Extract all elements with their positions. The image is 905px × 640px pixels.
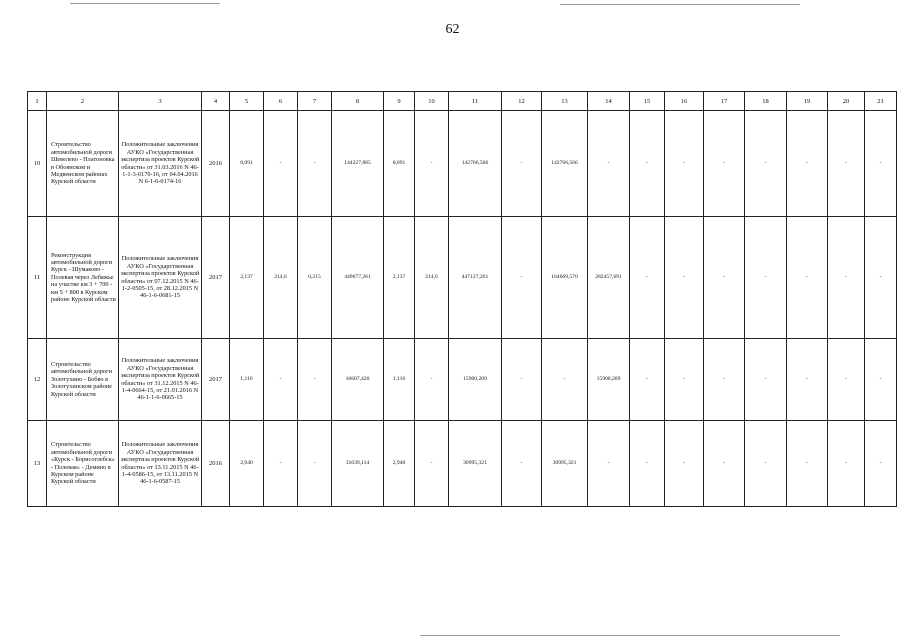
table-cell: -	[298, 421, 332, 507]
table-cell: -	[745, 111, 787, 217]
table-cell: 1,116	[384, 339, 415, 421]
table-cell: 1,116	[230, 339, 264, 421]
table-cell: -	[865, 217, 897, 339]
table-cell: -	[704, 421, 745, 507]
table-cell: -	[630, 111, 665, 217]
data-table	[27, 91, 897, 507]
table-cell: -	[588, 421, 630, 507]
column-header: 3	[119, 92, 202, 111]
year-cell: 2017	[202, 339, 230, 421]
year-cell: 2016	[202, 421, 230, 507]
table-cell: 15900,209	[449, 339, 502, 421]
table-cell: -	[665, 111, 704, 217]
table-cell: -	[630, 421, 665, 507]
table-cell: -	[865, 111, 897, 217]
column-header: 5	[230, 92, 264, 111]
table-cell: -	[828, 111, 865, 217]
table-cell: 2,137	[230, 217, 264, 339]
table-cell: -	[502, 217, 542, 339]
table-cell: -	[704, 111, 745, 217]
column-header: 13	[542, 92, 588, 111]
expertise-conclusion-cell: Положительные заключения АУКО «Государственная экспертиза проектов Курской области» от 31.12.2015 N 46-1-4-0664-15, от 21.01.2016 N 46-1-1-6-0665-15	[119, 339, 202, 421]
table-cell: -	[630, 217, 665, 339]
column-header: 19	[787, 92, 828, 111]
table-cell: 214,6	[415, 217, 449, 339]
table-cell: 31639,114	[332, 421, 384, 507]
table-cell: -	[745, 339, 787, 421]
table-cell: 0,215	[298, 217, 332, 339]
table-cell: -	[542, 339, 588, 421]
table-cell: -	[502, 339, 542, 421]
table-cell: -	[704, 339, 745, 421]
table-cell: -	[665, 339, 704, 421]
column-header: 21	[865, 92, 897, 111]
row-number-cell: 11	[28, 217, 47, 339]
page-number: 62	[445, 22, 460, 37]
table-cell: 142766,566	[542, 111, 588, 217]
table-cell: 16607,420	[332, 339, 384, 421]
table-cell: -	[704, 217, 745, 339]
expertise-conclusion-cell: Положительные заключения АУКО «Государственная экспертиза проектов Курской области» от 13.11.2015 N 46-1-4-0586-15, от 13.11.2015 N 46-1-6-0587-15	[119, 421, 202, 507]
column-header: 8	[332, 92, 384, 111]
row-number-cell: 10	[28, 111, 47, 217]
table-cell: -	[787, 217, 828, 339]
table-cell: 2,940	[384, 421, 415, 507]
table-cell: -	[502, 421, 542, 507]
table-row	[28, 111, 897, 217]
table-cell: -	[745, 217, 787, 339]
object-name-cell: Реконструкция автомобильной дороги Курск - Шумаково - Полевая через Лебяжье на участке км 3 + 700 - км 5 + 800 в Курском районе Курской области	[47, 217, 119, 339]
expertise-conclusion-cell: Положительные заключения АУКО «Государственная экспертиза проектов Курской области» от 31.03.2016 N 46-1-1-3-0170-16, от 04.04.2016 N 6-1-6-0174-16	[119, 111, 202, 217]
table-cell: 2,940	[230, 421, 264, 507]
column-header: 18	[745, 92, 787, 111]
column-header: 2	[47, 92, 119, 111]
column-header: 14	[588, 92, 630, 111]
table-cell: 15900,209	[588, 339, 630, 421]
column-header: 15	[630, 92, 665, 111]
table-cell: 164669,570	[542, 217, 588, 339]
table-row	[28, 421, 897, 507]
column-header: 4	[202, 92, 230, 111]
table-cell: -	[865, 421, 897, 507]
table-cell: -	[787, 339, 828, 421]
table-cell: -	[415, 111, 449, 217]
year-cell: 2016	[202, 111, 230, 217]
object-name-cell: Строительство автомобильной дороги Золотухино - Бобво в Золотухинском районе Курской области	[47, 339, 119, 421]
table-cell: -	[298, 339, 332, 421]
table-cell: 8,091	[384, 111, 415, 217]
table-cell: 449677,261	[332, 217, 384, 339]
table-row	[28, 217, 897, 339]
table-header-row	[28, 92, 897, 111]
table-cell: -	[502, 111, 542, 217]
table-cell: -	[828, 339, 865, 421]
table-cell: -	[415, 339, 449, 421]
column-header: 16	[665, 92, 704, 111]
table-cell: -	[745, 421, 787, 507]
table-cell: -	[298, 111, 332, 217]
table-cell: -	[264, 339, 298, 421]
row-number-cell: 13	[28, 421, 47, 507]
scan-line-top-right	[560, 4, 800, 5]
column-header: 9	[384, 92, 415, 111]
table-cell: 8,091	[230, 111, 264, 217]
table-cell: -	[828, 217, 865, 339]
table-cell: 282457,691	[588, 217, 630, 339]
table-cell: -	[588, 111, 630, 217]
table-cell: 30995,321	[542, 421, 588, 507]
table-cell: -	[415, 421, 449, 507]
table-cell: 142766,566	[449, 111, 502, 217]
scan-line-bottom	[420, 635, 840, 636]
table-cell: -	[828, 421, 865, 507]
table-cell: -	[787, 421, 828, 507]
column-header: 6	[264, 92, 298, 111]
expertise-conclusion-cell: Положительные заключения АУКО «Государственная экспертиза проектов Курской области» от 07.12.2015 N 46-1-2-0505-15, от 28.12.2015 N 46-1-6-0681-15	[119, 217, 202, 339]
table-cell: 144227,885	[332, 111, 384, 217]
object-name-cell: Строительство автомобильной дороги «Курск - Борисоглебск» - Полевая» - Демино в Курском районе Курской области	[47, 421, 119, 507]
row-number-cell: 12	[28, 339, 47, 421]
column-header: 17	[704, 92, 745, 111]
table-cell: 2,137	[384, 217, 415, 339]
table-cell: -	[665, 421, 704, 507]
year-cell: 2017	[202, 217, 230, 339]
column-header: 7	[298, 92, 332, 111]
column-header: 11	[449, 92, 502, 111]
column-header: 20	[828, 92, 865, 111]
table-cell: -	[264, 111, 298, 217]
column-header: 12	[502, 92, 542, 111]
table-cell: 30995,321	[449, 421, 502, 507]
column-header: 1	[28, 92, 47, 111]
object-name-cell: Строительство автомобильной дороги Шевелево - Платоновка в Обоянском и Медвенском районах Курской области	[47, 111, 119, 217]
table-cell: 447127,261	[449, 217, 502, 339]
table-cell: -	[264, 421, 298, 507]
table-cell: 214,6	[264, 217, 298, 339]
table-cell: -	[630, 339, 665, 421]
table-cell: -	[665, 217, 704, 339]
column-header: 10	[415, 92, 449, 111]
scan-line-top-left	[70, 3, 220, 4]
table-cell: -	[865, 339, 897, 421]
table-row	[28, 339, 897, 421]
table-cell: -	[787, 111, 828, 217]
